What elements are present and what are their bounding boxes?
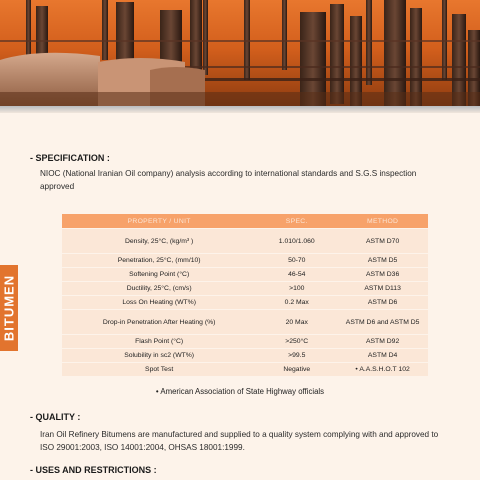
cell-property: Solubility in sc2 (WT%): [62, 349, 256, 362]
header-property: PROPERTY / UNIT: [62, 214, 256, 228]
quality-heading: - QUALITY :: [30, 412, 81, 422]
cell-property: Ductility, 25°C, (cm/s): [62, 282, 256, 295]
table-row: [62, 335, 428, 348]
cell-spec: 0.2 Max: [256, 296, 337, 309]
cell-spec: >99.5: [256, 349, 337, 362]
cell-property: Loss On Heating (WT%): [62, 296, 256, 309]
table-row: [62, 310, 428, 334]
side-tab-label: BITUMEN: [1, 274, 17, 342]
cell-property: Softening Point (°C): [62, 268, 256, 281]
cell-property: Drop-in Penetration After Heating (%): [62, 310, 256, 334]
specification-intro: NIOC (National Iranian Oil company) analysis according to international standards and S.G.S inspection approved: [40, 169, 417, 191]
cell-method: ASTM D36: [337, 268, 428, 281]
cell-spec: 46-54: [256, 268, 337, 281]
table-row: [62, 254, 428, 267]
refinery-banner-image: [0, 0, 480, 108]
cell-spec: 1.010/1.060: [256, 229, 337, 253]
cell-spec: >100: [256, 282, 337, 295]
cell-method: ASTM D92: [337, 335, 428, 348]
table-footnote: • American Association of State Highway officials: [155, 387, 325, 396]
cell-method: ASTM D4: [337, 349, 428, 362]
cell-spec: 50-70: [256, 254, 337, 267]
header-method: METHOD: [337, 214, 428, 228]
header-spec: SPEC.: [256, 214, 337, 228]
cell-spec: 20 Max: [256, 310, 337, 334]
table-row: [62, 349, 428, 362]
cell-method: ASTM D6: [337, 296, 428, 309]
uses-heading: - USES AND RESTRICTIONS :: [30, 465, 157, 475]
cell-method: ASTM D70: [337, 229, 428, 253]
cell-spec: Negative: [256, 363, 337, 376]
cell-method: ASTM D6 and ASTM D5: [337, 310, 428, 334]
cell-spec: >250°C: [256, 335, 337, 348]
specification-heading: - SPECIFICATION :: [30, 153, 110, 163]
table-row: [62, 363, 428, 376]
cell-property: Spot Test: [62, 363, 256, 376]
cell-method: • A.A.S.H.O.T 102: [337, 363, 428, 376]
table-row: [62, 282, 428, 295]
table-row: [62, 229, 428, 253]
table-header-row: [62, 214, 428, 228]
cell-method: ASTM D5: [337, 254, 428, 267]
cell-property: Flash Point (°C): [62, 335, 256, 348]
side-tab-bitumen: [0, 265, 18, 351]
cell-property: Penetration, 25°C, (mm/10): [62, 254, 256, 267]
cell-property: Density, 25°C, (kg/m³ ): [62, 229, 256, 253]
cell-method: ASTM D113: [337, 282, 428, 295]
banner-divider: [0, 106, 480, 113]
specification-table: [62, 213, 428, 377]
table-row: [62, 268, 428, 281]
table-row: [62, 296, 428, 309]
quality-text: Iran Oil Refinery Bitumens are manufactured and supplied to a quality system complying with and approved to ISO 29001:2003, ISO 14001:2004, OHSAS 18001:1999.: [40, 430, 439, 452]
